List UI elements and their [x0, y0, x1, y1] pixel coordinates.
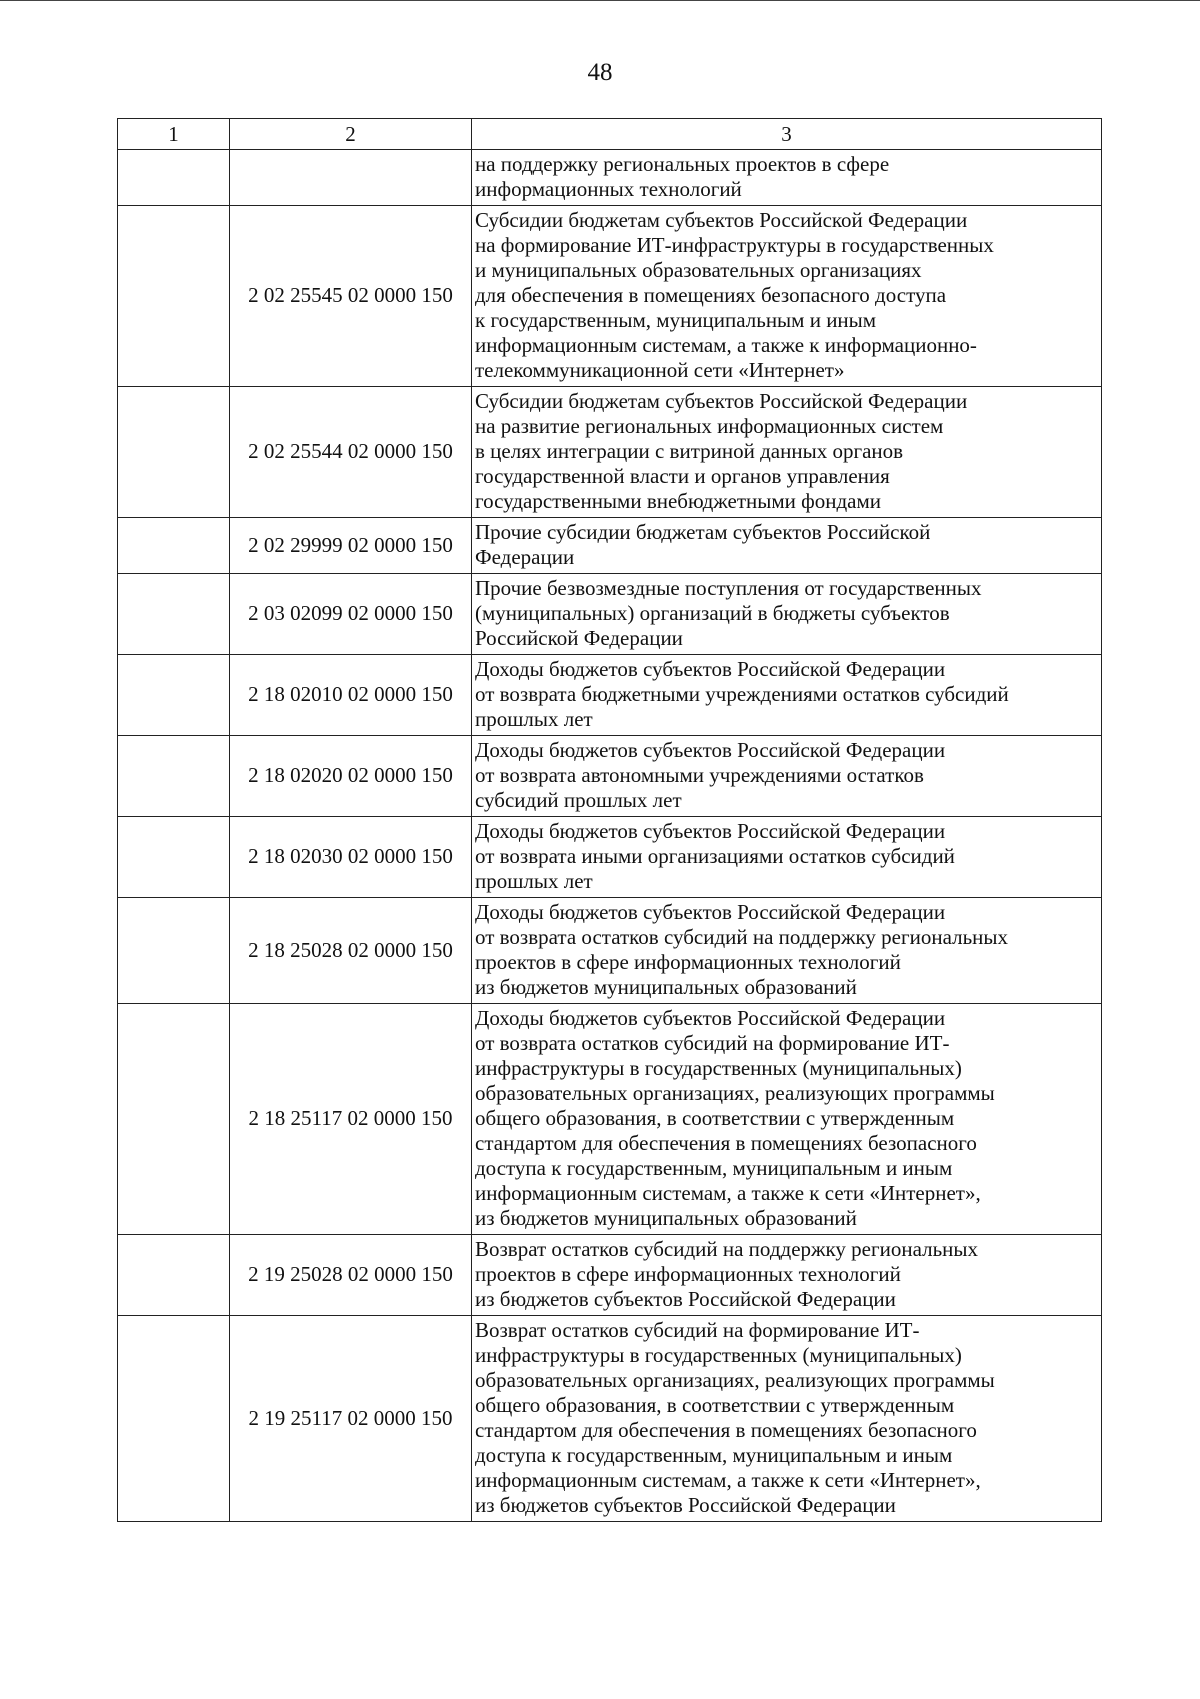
description-line: Прочие безвозмездные поступления от государственных: [475, 576, 982, 600]
description-line: информационных технологий: [475, 177, 742, 201]
description-line: (муниципальных) организаций в бюджеты субъектов: [475, 601, 950, 625]
table-row: [118, 898, 1102, 1004]
row-col-1-cell: [118, 150, 230, 206]
description-line: информационным системам, а также к информационно-: [475, 333, 977, 357]
row-description-cell: [472, 387, 1102, 518]
table-row: [118, 1004, 1102, 1235]
description-line: от возврата иными организациями остатков субсидий: [475, 844, 955, 868]
header-col-3: 3: [472, 119, 1102, 150]
row-code-cell: 2 19 25117 02 0000 150: [230, 1316, 472, 1522]
table-row: [118, 574, 1102, 655]
header-col-2: 2: [230, 119, 472, 150]
description-line: Прочие субсидии бюджетам субъектов Российской: [475, 520, 931, 544]
description-line: проектов в сфере информационных технологий: [475, 950, 901, 974]
description-line: от возврата остатков субсидий на поддержку региональных: [475, 925, 1008, 949]
description-line: доступа к государственным, муниципальным и иным: [475, 1443, 953, 1467]
header-col-1: 1: [118, 119, 230, 150]
row-col-1-cell: [118, 574, 230, 655]
row-code-cell: 2 18 25117 02 0000 150: [230, 1004, 472, 1235]
description-line: Доходы бюджетов субъектов Российской Федерации: [475, 819, 946, 843]
row-code-cell: 2 18 02030 02 0000 150: [230, 817, 472, 898]
description-line: субсидий прошлых лет: [475, 788, 682, 812]
description-line: общего образования, в соответствии с утвержденным: [475, 1106, 955, 1130]
description-line: образовательных организациях, реализующих программы: [475, 1081, 995, 1105]
row-col-1-cell: [118, 898, 230, 1004]
description-line: к государственным, муниципальным и иным: [475, 308, 877, 332]
description-line: Доходы бюджетов субъектов Российской Федерации: [475, 738, 946, 762]
description-line: Доходы бюджетов субъектов Российской Федерации: [475, 657, 946, 681]
table-row: [118, 655, 1102, 736]
description-line: инфраструктуры в государственных (муниципальных): [475, 1056, 962, 1080]
description-line: Субсидии бюджетам субъектов Российской Федерации: [475, 389, 968, 413]
description-line: на формирование ИТ-инфраструктуры в государственных: [475, 233, 994, 257]
row-col-1-cell: [118, 655, 230, 736]
description-line: от возврата остатков субсидий на формирование ИТ-: [475, 1031, 950, 1055]
description-line: от возврата автономными учреждениями остатков: [475, 763, 924, 787]
budget-codes-table: [117, 118, 1102, 1522]
description-line: информационным системам, а также к сети «Интернет»,: [475, 1181, 981, 1205]
description-line: Федерации: [475, 545, 575, 569]
row-description-cell: [472, 1004, 1102, 1235]
row-code-cell: 2 02 25544 02 0000 150: [230, 387, 472, 518]
row-code-cell: 2 03 02099 02 0000 150: [230, 574, 472, 655]
row-description-cell: [472, 1235, 1102, 1316]
description-line: Доходы бюджетов субъектов Российской Федерации: [475, 900, 946, 924]
description-line: из бюджетов субъектов Российской Федерации: [475, 1287, 896, 1311]
table-row: [118, 1316, 1102, 1522]
row-description-cell: [472, 655, 1102, 736]
description-line: и муниципальных образовательных организациях: [475, 258, 922, 282]
table-row: [118, 206, 1102, 387]
table-row: [118, 387, 1102, 518]
description-line: информационным системам, а также к сети «Интернет»,: [475, 1468, 981, 1492]
row-col-1-cell: [118, 1004, 230, 1235]
table-body: [118, 150, 1102, 1522]
description-line: из бюджетов субъектов Российской Федерации: [475, 1493, 896, 1517]
row-code-cell: [230, 150, 472, 206]
row-col-1-cell: [118, 206, 230, 387]
page-top-edge: [0, 0, 1200, 1]
table-row: [118, 1235, 1102, 1316]
description-line: общего образования, в соответствии с утвержденным: [475, 1393, 955, 1417]
description-line: прошлых лет: [475, 869, 593, 893]
description-line: Возврат остатков субсидий на поддержку региональных: [475, 1237, 978, 1261]
description-line: стандартом для обеспечения в помещениях безопасного: [475, 1131, 977, 1155]
description-line: Субсидии бюджетам субъектов Российской Федерации: [475, 208, 968, 232]
row-code-cell: 2 19 25028 02 0000 150: [230, 1235, 472, 1316]
row-col-1-cell: [118, 817, 230, 898]
row-col-1-cell: [118, 518, 230, 574]
row-code-cell: 2 18 25028 02 0000 150: [230, 898, 472, 1004]
description-line: проектов в сфере информационных технологий: [475, 1262, 901, 1286]
description-line: на поддержку региональных проектов в сфере: [475, 152, 890, 176]
description-line: на развитие региональных информационных систем: [475, 414, 944, 438]
row-code-cell: 2 18 02020 02 0000 150: [230, 736, 472, 817]
description-line: образовательных организациях, реализующих программы: [475, 1368, 995, 1392]
row-code-cell: 2 02 25545 02 0000 150: [230, 206, 472, 387]
description-line: стандартом для обеспечения в помещениях безопасного: [475, 1418, 977, 1442]
row-description-cell: [472, 817, 1102, 898]
table-header-row: [118, 119, 1102, 150]
description-line: Российской Федерации: [475, 626, 683, 650]
row-description-cell: [472, 518, 1102, 574]
description-line: Доходы бюджетов субъектов Российской Федерации: [475, 1006, 946, 1030]
description-line: доступа к государственным, муниципальным и иным: [475, 1156, 953, 1180]
table-row: [118, 150, 1102, 206]
table-row: [118, 518, 1102, 574]
description-line: для обеспечения в помещениях безопасного доступа: [475, 283, 947, 307]
description-line: от возврата бюджетными учреждениями остатков субсидий: [475, 682, 1009, 706]
description-line: инфраструктуры в государственных (муниципальных): [475, 1343, 962, 1367]
description-line: телекоммуникационной сети «Интернет»: [475, 358, 845, 382]
row-code-cell: 2 18 02010 02 0000 150: [230, 655, 472, 736]
row-description-cell: [472, 1316, 1102, 1522]
description-line: государственной власти и органов управления: [475, 464, 890, 488]
row-description-cell: [472, 574, 1102, 655]
row-col-1-cell: [118, 1235, 230, 1316]
row-description-cell: [472, 736, 1102, 817]
row-description-cell: [472, 150, 1102, 206]
table-row: [118, 817, 1102, 898]
row-col-1-cell: [118, 736, 230, 817]
page-number: 48: [587, 59, 613, 86]
row-col-1-cell: [118, 1316, 230, 1522]
description-line: из бюджетов муниципальных образований: [475, 975, 857, 999]
table-row: [118, 736, 1102, 817]
description-line: прошлых лет: [475, 707, 593, 731]
row-col-1-cell: [118, 387, 230, 518]
description-line: государственными внебюджетными фондами: [475, 489, 882, 513]
description-line: из бюджетов муниципальных образований: [475, 1206, 857, 1230]
description-line: Возврат остатков субсидий на формирование ИТ-: [475, 1318, 920, 1342]
row-code-cell: 2 02 29999 02 0000 150: [230, 518, 472, 574]
description-line: в целях интеграции с витриной данных органов: [475, 439, 904, 463]
row-description-cell: [472, 206, 1102, 387]
row-description-cell: [472, 898, 1102, 1004]
